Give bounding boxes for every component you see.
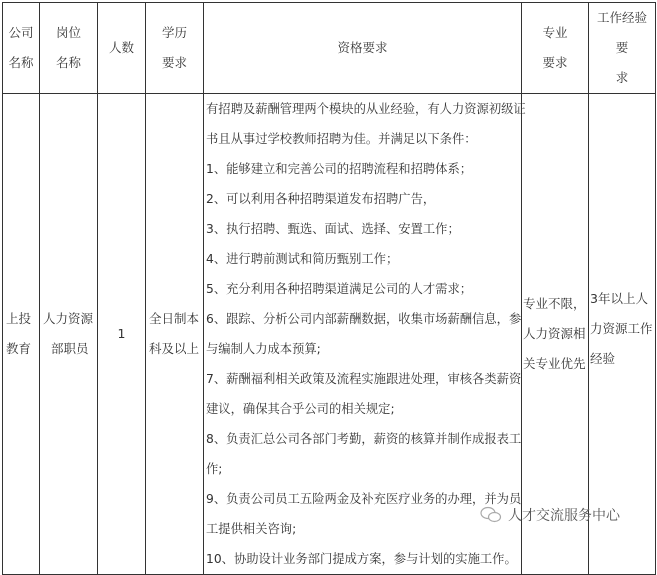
wechat-icon bbox=[480, 506, 502, 524]
cell-text: 力资源工作 bbox=[590, 321, 653, 336]
cell-text: 全日制本 bbox=[149, 311, 200, 326]
cell-qualification bbox=[204, 94, 526, 575]
cell-text: 3年以上人 bbox=[590, 291, 648, 306]
header-count: 人数 bbox=[98, 3, 146, 94]
qualification-line: 4、进行聘前测试和简历甄别工作； bbox=[206, 252, 399, 266]
qualification-line: 与编制人力成本预算; bbox=[206, 342, 321, 356]
qualification-line: 1、能够建立和完善公司的招聘流程和招聘体系； bbox=[206, 162, 473, 176]
header-qualification: 资格要求 bbox=[204, 3, 522, 94]
cell-text: 人力资源相 bbox=[523, 326, 586, 341]
header-text: 岗位 bbox=[55, 25, 81, 40]
cell-experience bbox=[589, 94, 656, 575]
header-text: 公司 bbox=[8, 25, 34, 40]
qualification-line: 8、负责汇总公司各部门考勤，薪资的核算并制作成报表工 bbox=[206, 432, 522, 446]
cell-text: 上投 bbox=[6, 311, 32, 326]
qualification-line: 2、可以利用各种招聘渠道发布招聘广告， bbox=[206, 192, 436, 206]
job-requirements-table bbox=[2, 2, 656, 575]
qualification-line: 书且从事过学校教师招聘为佳。并满足以下条件： bbox=[206, 132, 477, 146]
cell-text: 关专业优先 bbox=[523, 356, 586, 371]
header-text: 名称 bbox=[8, 55, 34, 70]
header-text: 学历 bbox=[161, 25, 187, 40]
qualification-line: 工提供相关咨询; bbox=[206, 522, 297, 536]
qualification-line: 3、执行招聘、甄选、面试、选择、安置工作； bbox=[206, 222, 460, 236]
header-position bbox=[40, 3, 98, 94]
qualification-line: 5、充分利用各种招聘渠道满足公司的人才需求； bbox=[206, 282, 473, 296]
cell-text: 人力资源 bbox=[43, 311, 94, 326]
watermark-text: 人才交流服务中心 bbox=[508, 508, 620, 524]
qualification-line: 10、协助设计业务部门提成方案，参与计划的实施工作。 bbox=[206, 552, 517, 566]
qualification-line: 6、跟踪、分析公司内部薪酬数据，收集市场薪酬信息，参 bbox=[206, 312, 522, 326]
cell-company bbox=[3, 94, 40, 575]
cell-text: 科及以上 bbox=[149, 341, 200, 356]
qualification-line: 作; bbox=[206, 462, 223, 476]
header-text: 要求 bbox=[161, 55, 187, 70]
header-text: 专业 bbox=[542, 25, 568, 40]
cell-major bbox=[522, 94, 589, 575]
cell-count: 1 bbox=[98, 94, 146, 575]
qualification-line: 7、薪酬福利相关政策及流程实施跟进处理，审核各类薪资 bbox=[206, 372, 522, 386]
header-text: 要求 bbox=[542, 55, 568, 70]
cell-text: 专业不限， bbox=[523, 296, 586, 311]
table-row bbox=[3, 94, 656, 575]
cell-education bbox=[146, 94, 204, 575]
header-text: 求 bbox=[615, 70, 629, 85]
header-text: 名称 bbox=[55, 55, 81, 70]
header-education bbox=[146, 3, 204, 94]
qualification-line: 9、负责公司员工五险两金及补充医疗业务的办理，并为员 bbox=[206, 492, 522, 506]
header-major bbox=[522, 3, 589, 94]
cell-text: 经验 bbox=[590, 351, 616, 366]
watermark bbox=[480, 505, 620, 525]
header-company bbox=[3, 3, 40, 94]
header-row bbox=[3, 3, 656, 94]
header-text: 工作经验要 bbox=[596, 10, 647, 55]
cell-text: 部职员 bbox=[51, 341, 89, 356]
qualification-line: 建议，确保其合乎公司的相关规定; bbox=[206, 402, 395, 416]
cell-text: 教育 bbox=[6, 341, 32, 356]
qualification-line: 有招聘及薪酬管理两个模块的从业经验，有人力资源初级证 bbox=[206, 102, 526, 116]
header-experience bbox=[589, 3, 656, 94]
cell-position bbox=[40, 94, 98, 575]
